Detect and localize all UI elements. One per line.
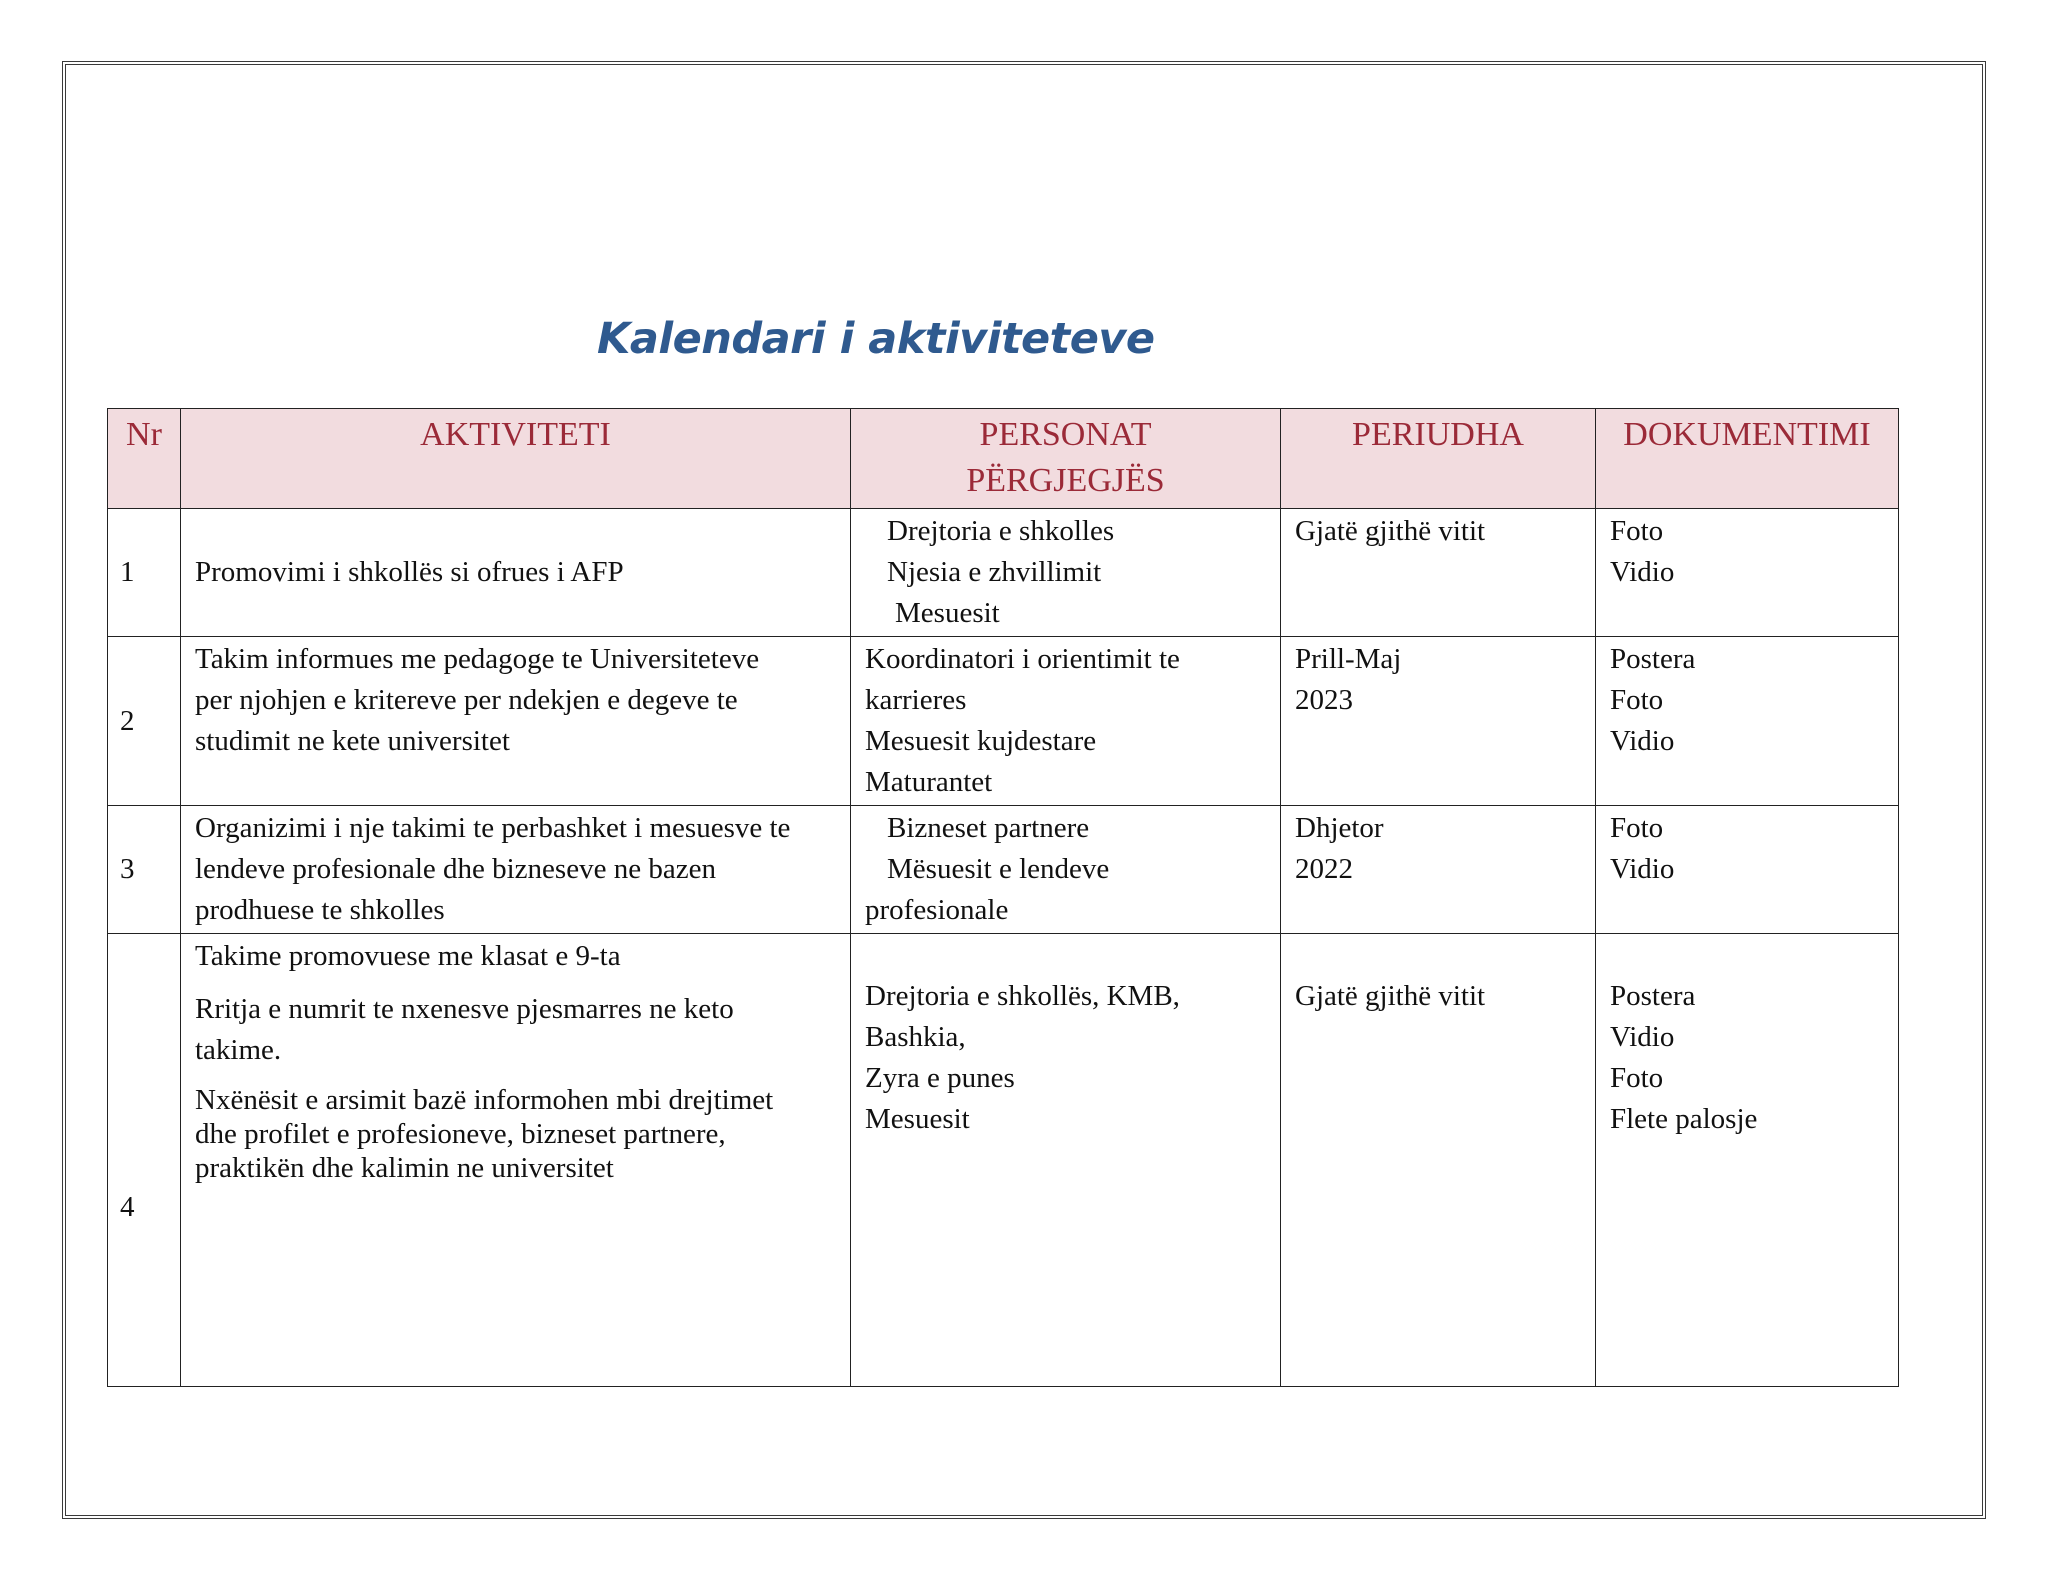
activity-heading: Takime promovuese me klasat e 9-ta — [195, 940, 621, 972]
responsible-cell — [851, 934, 1281, 1387]
activity-cell — [181, 934, 851, 1387]
responsible-cell — [851, 637, 1281, 806]
documentation-line: Postera — [1610, 643, 1696, 675]
period-line: 2022 — [1295, 853, 1353, 885]
table-row — [108, 637, 1899, 806]
activity-line: Organizimi i nje takimi te perbashket i mesuesve te — [195, 812, 791, 844]
header-responsible — [851, 409, 1281, 509]
responsible-line: Drejtoria e shkollës, KMB, — [865, 980, 1180, 1012]
table-header-row — [108, 409, 1899, 509]
table-row — [108, 806, 1899, 934]
period-line: Prill-Maj — [1295, 643, 1402, 675]
documentation-line: Foto — [1610, 1062, 1664, 1094]
row-number: 1 — [108, 509, 181, 637]
activity-line: lendeve profesionale dhe bizneseve ne bazen — [195, 853, 716, 885]
period-cell — [1281, 509, 1596, 637]
period-cell — [1281, 806, 1596, 934]
activity-paragraph — [195, 1083, 842, 1185]
responsible-line: Maturantet — [865, 766, 993, 798]
table-row — [108, 509, 1899, 637]
responsible-line: Bizneset partnere — [887, 812, 1090, 844]
activity-line: Takim informues me pedagoge te Universiteteve — [195, 643, 760, 675]
header-activity: AKTIVITETI — [181, 409, 851, 509]
activity-cell — [181, 806, 851, 934]
documentation-line: Vidio — [1610, 853, 1675, 885]
responsible-cell — [851, 806, 1281, 934]
activity-line: per njohjen e kritereve per ndekjen e degeve te — [195, 684, 738, 716]
activity-line: dhe profilet e profesioneve, bizneset partnere, — [195, 1118, 726, 1150]
responsible-line: Mesuesit — [895, 597, 1000, 629]
documentation-cell — [1596, 509, 1899, 637]
activity-line: praktikën dhe kalimin ne universitet — [195, 1152, 614, 1184]
period-line: Gjatë gjithë vitit — [1295, 980, 1486, 1012]
header-documentation: DOKUMENTIMI — [1596, 409, 1899, 509]
responsible-line: Njesia e zhvillimit — [887, 556, 1102, 588]
activities-calendar-table — [107, 408, 1899, 1387]
period-cell — [1281, 637, 1596, 806]
period-cell — [1281, 934, 1596, 1387]
documentation-cell — [1596, 806, 1899, 934]
header-period: PERIUDHA — [1281, 409, 1596, 509]
responsible-line: Mesuesit — [865, 1103, 970, 1135]
row-number: 4 — [108, 934, 181, 1387]
documentation-line: Foto — [1610, 515, 1664, 547]
activity-cell — [181, 509, 851, 637]
responsible-line: Mesuesit kujdestare — [865, 725, 1097, 757]
activity-cell — [181, 637, 851, 806]
activity-line: Rritja e numrit te nxenesve pjesmarres ne keto — [195, 993, 734, 1025]
table-row — [108, 934, 1899, 1387]
period-line: Gjatë gjithë vitit — [1295, 515, 1486, 547]
responsible-line: Zyra e punes — [865, 1062, 1015, 1094]
documentation-line: Vidio — [1610, 725, 1675, 757]
documentation-line: Vidio — [1610, 1021, 1675, 1053]
documentation-cell — [1596, 934, 1899, 1387]
activity-paragraph — [195, 989, 842, 1071]
documentation-line: Flete palosje — [1610, 1103, 1758, 1135]
responsible-line: Drejtoria e shkolles — [887, 515, 1115, 547]
documentation-line: Foto — [1610, 812, 1664, 844]
documentation-line: Foto — [1610, 684, 1664, 716]
period-line: Dhjetor — [1295, 812, 1384, 844]
document-title: Kalendari i aktiviteteve — [597, 314, 1155, 364]
responsible-cell — [851, 509, 1281, 637]
period-line: 2023 — [1295, 684, 1353, 716]
responsible-line: Bashkia, — [865, 1021, 966, 1053]
header-responsible-line: PËRGJEGJËS — [966, 462, 1165, 499]
documentation-cell — [1596, 637, 1899, 806]
documentation-line: Postera — [1610, 980, 1696, 1012]
header-nr: Nr — [108, 409, 181, 509]
responsible-line: Mësuesit e lendeve — [887, 853, 1110, 885]
activity-line: Promovimi i shkollës si ofrues i AFP — [195, 556, 624, 588]
responsible-line: karrieres — [865, 684, 967, 716]
row-number: 2 — [108, 637, 181, 806]
activity-line: prodhuese te shkolles — [195, 894, 445, 926]
activity-line: Nxënësit e arsimit bazë informohen mbi drejtimet — [195, 1084, 774, 1116]
activity-line: takime. — [195, 1034, 282, 1066]
row-number: 3 — [108, 806, 181, 934]
documentation-line: Vidio — [1610, 556, 1675, 588]
header-responsible-line: PERSONAT — [979, 416, 1152, 453]
responsible-line: profesionale — [865, 894, 1009, 926]
responsible-line: Koordinatori i orientimit te — [865, 643, 1180, 675]
activity-line: studimit ne kete universitet — [195, 725, 510, 757]
